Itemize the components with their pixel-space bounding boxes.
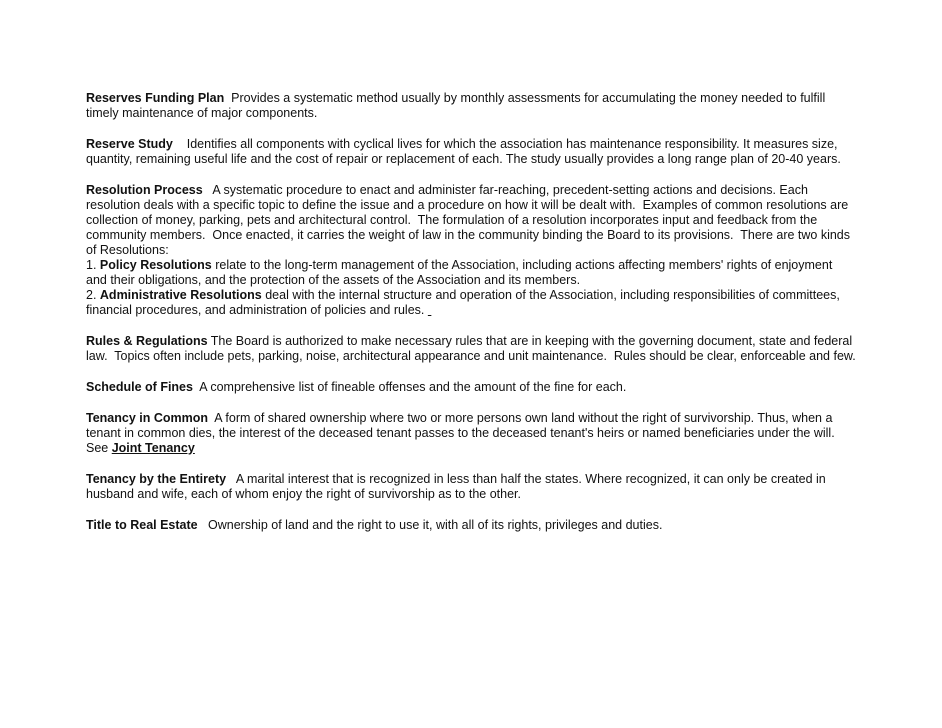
term-schedule-of-fines: Schedule of Fines — [86, 380, 193, 394]
definition-administrative-resolutions: deal with the internal structure and operation of the Association, including responsibilities of committees, financial procedures, and administration of policies and rules. — [86, 288, 840, 317]
definition-resolution-process: A systematic procedure to enact and administer far-reaching, precedent-setting actions and decisions. Each resolution deals with a specific topic to define the issue and a procedure on how it will be dealt with. Examples of common resolutions are collection of money, parking, pets and architectural control. The formulation of a resolution incorporates input and feedback from the community members. Once enacted, it carries the weight of law in the community binding the Board to its provisions. There are two kinds of Resolutions: — [86, 183, 854, 257]
term-title-to-real-estate: Title to Real Estate — [86, 518, 198, 532]
term-policy-resolutions: Policy Resolutions — [99, 258, 212, 272]
resolution-item-policy — [86, 258, 856, 288]
glossary-entry-tenancy-by-the-entirety — [86, 472, 856, 502]
glossary-entry-resolution-process — [86, 183, 856, 318]
term-resolution-process: Resolution Process — [86, 183, 203, 197]
definition-tenancy-in-common: A form of shared ownership where two or more persons own land without the right of survivorship. Thus, when a tenant in common dies, the interest of the deceased tenant passes to the deceased tenant's heirs or named beneficiaries under the will. See — [86, 411, 846, 455]
glossary-entry-tenancy-in-common — [86, 411, 856, 456]
item-number: 1. — [86, 258, 100, 272]
term-tenancy-by-the-entirety: Tenancy by the Entirety — [86, 472, 227, 486]
term-reserves-funding-plan: Reserves Funding Plan — [86, 91, 225, 105]
item-number: 2. — [86, 288, 100, 302]
glossary-entry-reserve-study — [86, 137, 856, 167]
glossary-page — [86, 91, 856, 549]
definition-policy-resolutions: relate to the long-term management of the Association, including actions affecting members' rights of enjoyment and their obligations, and the protection of the assets of the Association and its members. — [86, 258, 833, 287]
definition-schedule-of-fines: A comprehensive list of fineable offenses and the amount of the fine for each. — [192, 380, 627, 394]
glossary-entry-title-to-real-estate — [86, 518, 856, 533]
glossary-entry-rules-regulations — [86, 334, 856, 364]
term-rules-regulations: Rules & Regulations — [86, 334, 208, 348]
definition-tenancy-by-the-entirety: A marital interest that is recognized in less than half the states. Where recognized, it can only be created in husband and wife, each of whom enjoy the right of survivorship as to the other. — [86, 472, 830, 501]
definition-reserve-study: Identifies all components with cyclical lives for which the association has maintenance responsibility. It measures size, quantity, remaining useful life and the cost of repair or replacement of each. The study usually provides a long range plan of 20-40 years. — [86, 137, 841, 166]
resolution-item-administrative — [86, 288, 856, 318]
definition-rules-regulations: The Board is authorized to make necessary rules that are in keeping with the governing document, state and federal law. Topics often include pets, parking, noise, architectural appearance and unit maintenance. Rules should be clear, enforceable and few. — [86, 334, 856, 363]
term-tenancy-in-common: Tenancy in Common — [86, 411, 209, 425]
term-administrative-resolutions: Administrative Resolutions — [99, 288, 262, 302]
definition-reserves-funding-plan: Provides a systematic method usually by monthly assessments for accumulating the money needed to fulfill timely maintenance of major components. — [86, 91, 829, 120]
trailing-underline-mark — [428, 303, 431, 317]
glossary-entry-reserves-funding-plan — [86, 91, 856, 121]
joint-tenancy-link[interactable]: Joint Tenancy — [111, 441, 195, 455]
definition-title-to-real-estate: Ownership of land and the right to use it, with all of its rights, privileges and duties. — [197, 518, 663, 532]
glossary-entry-schedule-of-fines — [86, 380, 856, 395]
term-reserve-study: Reserve Study — [86, 137, 173, 151]
